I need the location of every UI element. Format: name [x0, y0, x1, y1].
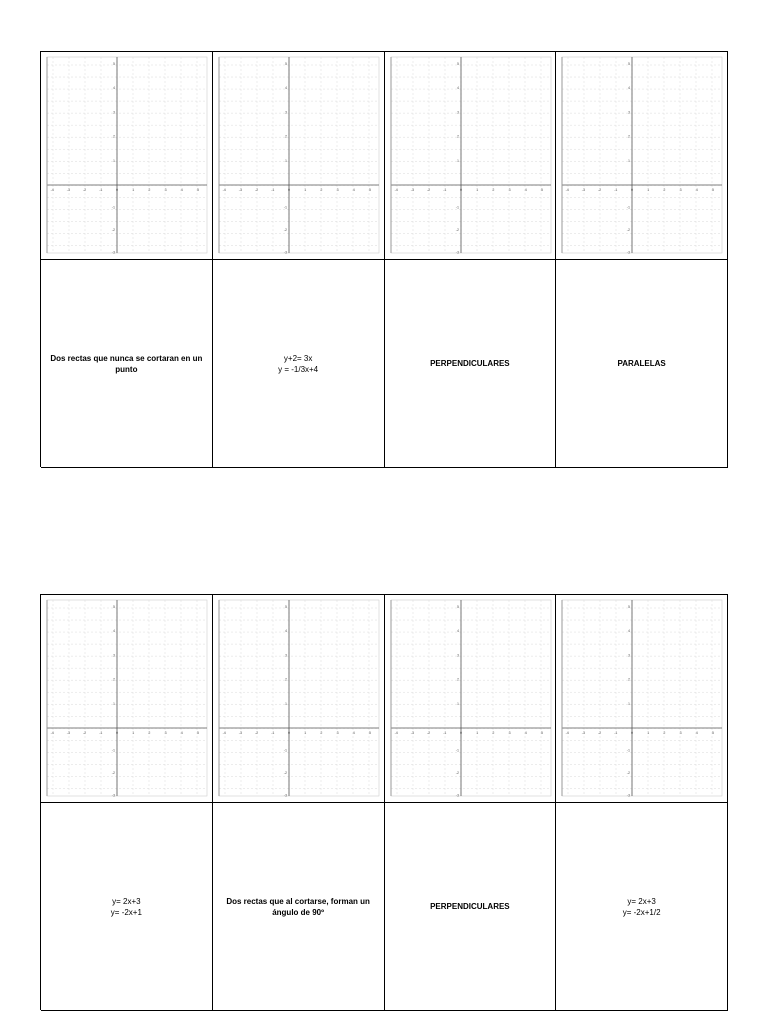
x-tick-label: -2 — [598, 188, 602, 192]
x-tick-label: -1 — [614, 731, 618, 735]
x-tick-label: -2 — [254, 188, 258, 192]
x-tick-label: -2 — [82, 731, 87, 735]
y-tick-label: 4 — [284, 86, 287, 91]
x-tick-label: -2 — [254, 731, 258, 735]
x-tick-label: 3 — [164, 731, 167, 735]
y-tick-label: -1 — [111, 748, 115, 753]
x-tick-label: 0 — [631, 731, 634, 735]
card-text-line: y= 2x+3 — [627, 896, 656, 906]
y-tick-label: 1 — [456, 701, 459, 706]
statement-card — [41, 803, 213, 1011]
coordinate-grid — [556, 52, 727, 259]
graph-card — [213, 595, 385, 803]
x-tick-label: 0 — [631, 188, 634, 192]
y-tick-label: -1 — [283, 748, 287, 753]
y-tick-label: 2 — [628, 134, 631, 139]
x-tick-label: -4 — [394, 731, 398, 735]
y-tick-label: -2 — [627, 228, 631, 232]
x-tick-label: 4 — [352, 188, 355, 192]
card-text-line: PARALELAS — [617, 359, 666, 368]
x-tick-label: 4 — [696, 731, 699, 735]
coordinate-grid — [385, 595, 556, 802]
x-tick-label: 5 — [368, 188, 371, 192]
y-tick-label: 3 — [284, 653, 287, 658]
y-tick-label: 3 — [113, 653, 115, 658]
coordinate-grid — [385, 52, 556, 259]
card-sheet-top — [40, 51, 728, 467]
card-text-line: PERPENDICULARES — [430, 359, 510, 368]
y-tick-label: -3 — [627, 250, 631, 255]
x-tick-label: 0 — [459, 188, 462, 192]
y-tick-label: 2 — [456, 134, 459, 139]
x-tick-label: 4 — [352, 731, 355, 735]
y-tick-label: -2 — [455, 228, 459, 232]
x-tick-label: -4 — [50, 188, 54, 192]
y-tick-label: 5 — [628, 605, 631, 609]
x-tick-label: 2 — [663, 188, 666, 192]
card-text — [623, 896, 661, 918]
x-tick-label: -2 — [82, 188, 87, 192]
card-text-line: PERPENDICULARES — [430, 902, 510, 911]
y-tick-label: 5 — [284, 605, 287, 609]
x-tick-label: 5 — [540, 188, 543, 192]
x-tick-label: -3 — [582, 731, 586, 735]
x-tick-label: 4 — [524, 188, 527, 192]
x-tick-label: 5 — [540, 731, 543, 735]
y-tick-label: 1 — [456, 158, 459, 163]
x-tick-label: 5 — [197, 731, 199, 735]
x-tick-label: -1 — [270, 188, 275, 192]
x-tick-label: 1 — [132, 731, 135, 735]
x-tick-label: -1 — [99, 188, 103, 192]
y-tick-label: 1 — [113, 158, 115, 163]
y-tick-label: -1 — [283, 205, 287, 210]
x-tick-label: 0 — [459, 731, 462, 735]
y-tick-label: -3 — [283, 250, 287, 255]
x-tick-label: 3 — [164, 188, 167, 192]
graph-card — [41, 52, 213, 260]
x-tick-label: 4 — [180, 731, 183, 735]
x-tick-label: -4 — [565, 188, 570, 192]
y-tick-label: 4 — [456, 86, 459, 91]
y-tick-label: 4 — [284, 629, 287, 634]
x-tick-label: -3 — [410, 188, 414, 192]
y-tick-label: 1 — [628, 701, 631, 706]
y-tick-label: -3 — [111, 793, 115, 798]
x-tick-label: 3 — [679, 731, 682, 735]
statement-card — [385, 260, 557, 468]
y-tick-label: -2 — [111, 228, 115, 232]
x-tick-label: 3 — [508, 731, 511, 735]
y-tick-label: 3 — [456, 653, 459, 658]
y-tick-label: 5 — [628, 62, 631, 66]
y-tick-label: 1 — [284, 701, 287, 706]
y-tick-label: -3 — [283, 793, 287, 798]
y-tick-label: -1 — [111, 205, 115, 210]
y-tick-label: 4 — [113, 86, 115, 91]
y-tick-label: -2 — [455, 771, 459, 775]
y-tick-label: 4 — [456, 629, 459, 634]
y-tick-label: 2 — [284, 677, 287, 682]
card-text-line: y = -1/3x+4 — [278, 364, 319, 374]
coordinate-grid — [556, 595, 727, 802]
x-tick-label: 2 — [491, 188, 494, 192]
x-tick-label: 3 — [336, 731, 339, 735]
y-tick-label: 5 — [284, 62, 287, 66]
x-tick-label: -2 — [598, 731, 602, 735]
x-tick-label: 2 — [491, 731, 494, 735]
x-tick-label: -3 — [66, 731, 71, 735]
x-tick-label: 0 — [287, 188, 290, 192]
y-tick-label: -2 — [283, 228, 287, 232]
y-tick-label: 2 — [284, 134, 287, 139]
y-tick-label: 5 — [113, 605, 115, 609]
x-tick-label: 1 — [303, 731, 306, 735]
y-tick-label: 5 — [113, 62, 115, 66]
card-text-line: y= -2x+1 — [110, 907, 142, 917]
x-tick-label: 5 — [197, 188, 199, 192]
x-tick-label: 4 — [524, 731, 527, 735]
y-tick-label: -2 — [111, 771, 115, 775]
x-tick-label: 3 — [679, 188, 682, 192]
x-tick-label: 5 — [368, 731, 371, 735]
x-tick-label: 1 — [647, 731, 650, 735]
y-tick-label: 5 — [456, 605, 459, 609]
x-tick-label: 3 — [508, 188, 511, 192]
x-tick-label: -2 — [426, 731, 430, 735]
card-text-line: Dos rectas que al cortarse, forman un ángulo de 90º — [226, 896, 370, 917]
y-tick-label: -3 — [627, 793, 631, 798]
y-tick-label: -1 — [455, 205, 459, 210]
y-tick-label: 2 — [113, 677, 115, 682]
x-tick-label: 0 — [116, 188, 118, 192]
x-tick-label: -2 — [426, 188, 430, 192]
x-tick-label: 4 — [696, 188, 699, 192]
coordinate-grid — [41, 595, 212, 802]
graph-card — [41, 595, 213, 803]
x-tick-label: 4 — [180, 188, 183, 192]
statement-card — [41, 260, 213, 468]
y-tick-label: 2 — [113, 134, 115, 139]
graph-card — [556, 52, 728, 260]
x-tick-label: 3 — [336, 188, 339, 192]
y-tick-label: 1 — [284, 158, 287, 163]
y-tick-label: 4 — [628, 86, 631, 91]
x-tick-label: -4 — [394, 188, 398, 192]
graph-card — [385, 52, 557, 260]
x-tick-label: 0 — [116, 731, 118, 735]
y-tick-label: 3 — [113, 110, 115, 115]
x-tick-label: 5 — [712, 731, 715, 735]
card-text — [217, 896, 380, 918]
y-tick-label: 1 — [113, 701, 115, 706]
y-tick-label: 2 — [456, 677, 459, 682]
card-text — [617, 358, 665, 369]
y-tick-label: 4 — [628, 629, 631, 634]
x-tick-label: -3 — [66, 188, 71, 192]
x-tick-label: -4 — [222, 731, 226, 735]
x-tick-label: 1 — [475, 731, 478, 735]
x-tick-label: 1 — [647, 188, 650, 192]
y-tick-label: 3 — [284, 110, 287, 115]
x-tick-label: 2 — [148, 188, 151, 192]
x-tick-label: -1 — [442, 188, 446, 192]
card-text — [430, 358, 510, 369]
y-tick-label: -2 — [283, 771, 287, 775]
x-tick-label: -3 — [410, 731, 414, 735]
coordinate-grid — [41, 52, 212, 259]
x-tick-label: -4 — [222, 188, 226, 192]
graph-card — [385, 595, 557, 803]
x-tick-label: -3 — [582, 188, 586, 192]
y-tick-label: 3 — [628, 653, 631, 658]
card-text — [45, 353, 208, 375]
coordinate-grid — [213, 595, 384, 802]
graph-card — [213, 52, 385, 260]
x-tick-label: -1 — [614, 188, 618, 192]
y-tick-label: -3 — [111, 250, 115, 255]
x-tick-label: 1 — [132, 188, 135, 192]
statement-card — [213, 803, 385, 1011]
y-tick-label: 4 — [113, 629, 115, 634]
y-tick-label: 2 — [628, 677, 631, 682]
x-tick-label: 2 — [663, 731, 666, 735]
x-tick-label: -3 — [238, 188, 242, 192]
statement-card — [385, 803, 557, 1011]
x-tick-label: 1 — [303, 188, 306, 192]
y-tick-label: -2 — [627, 771, 631, 775]
card-sheet-bottom — [40, 594, 728, 1010]
x-tick-label: 2 — [148, 731, 151, 735]
y-tick-label: -1 — [627, 748, 631, 753]
x-tick-label: -1 — [99, 731, 103, 735]
y-tick-label: 3 — [456, 110, 459, 115]
y-tick-label: -1 — [455, 748, 459, 753]
x-tick-label: -3 — [238, 731, 242, 735]
y-tick-label: 5 — [456, 62, 459, 66]
card-text — [111, 896, 142, 918]
x-tick-label: 5 — [712, 188, 715, 192]
card-text-line: y+2= 3x — [283, 353, 313, 363]
statement-card — [213, 260, 385, 468]
x-tick-label: 0 — [287, 731, 290, 735]
graph-card — [556, 595, 728, 803]
y-tick-label: 1 — [628, 158, 631, 163]
x-tick-label: 2 — [320, 731, 323, 735]
y-tick-label: -3 — [455, 250, 459, 255]
card-text-line: y= 2x+3 — [112, 896, 141, 906]
x-tick-label: 1 — [475, 188, 478, 192]
y-tick-label: -3 — [455, 793, 459, 798]
x-tick-label: -4 — [565, 731, 570, 735]
card-text — [278, 353, 318, 375]
statement-card — [556, 260, 728, 468]
card-text-line: Dos rectas que nunca se cortaran en un punto — [50, 353, 203, 374]
coordinate-grid — [213, 52, 384, 259]
card-text-line: y= -2x+1/2 — [622, 907, 661, 917]
y-tick-label: -1 — [627, 205, 631, 210]
card-text — [430, 901, 510, 912]
statement-card — [556, 803, 728, 1011]
x-tick-label: -4 — [50, 731, 54, 735]
x-tick-label: 2 — [320, 188, 323, 192]
x-tick-label: -1 — [270, 731, 275, 735]
x-tick-label: -1 — [442, 731, 446, 735]
y-tick-label: 3 — [628, 110, 631, 115]
